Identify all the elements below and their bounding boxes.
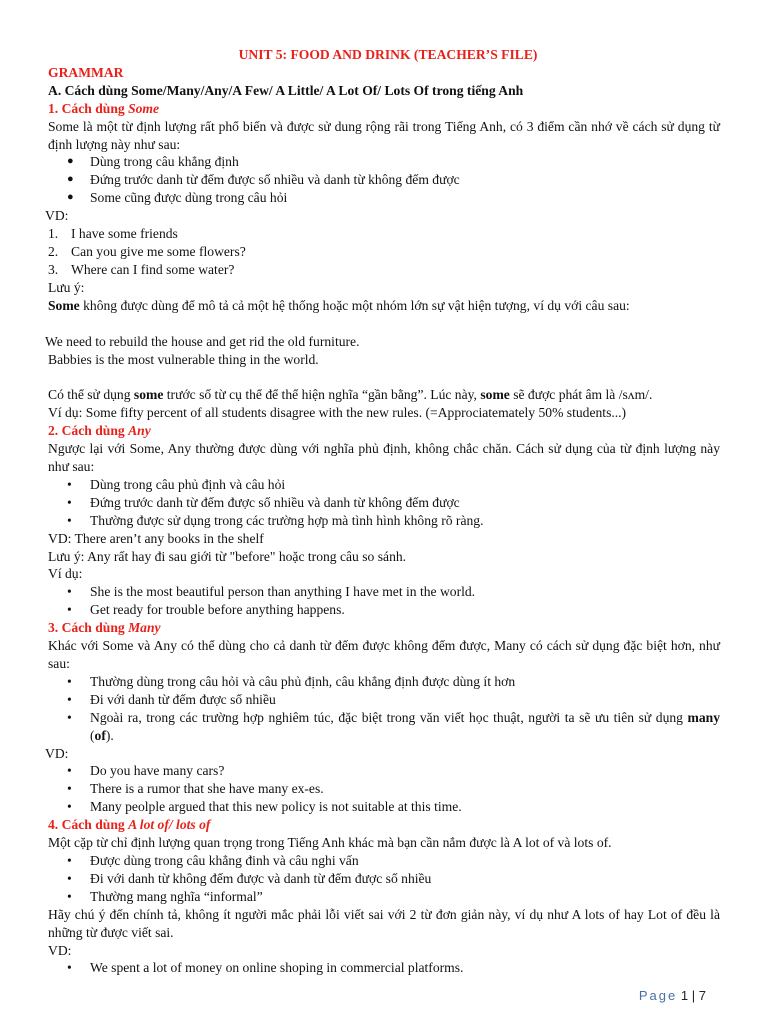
- list-item: • Đi với danh từ không đếm được và danh từ đếm được số nhiều: [48, 870, 720, 888]
- item-text: I have some friends: [71, 226, 178, 242]
- bold-word: of: [94, 727, 106, 743]
- alot-warning: Hãy chú ý đến chính tả, không ít người mắc phải lỗi viết sai với 2 từ đơn giản này, ví dụ như A lots of hay Lot of đều là những từ được viết sai.: [48, 906, 720, 940]
- list-item: • We spent a lot of money on online shoping in commercial platforms.: [48, 959, 720, 977]
- bold-word: many: [687, 709, 720, 725]
- page-label: Page: [638, 988, 678, 1003]
- list-item: • Many peolple argued that this new policy is not suitable at this time.: [48, 798, 720, 816]
- item-number: 1.: [48, 226, 59, 242]
- list-item: [48, 261, 720, 279]
- alot-heading: [48, 816, 720, 834]
- text-segment: trước số từ cụ thể để thể hiện nghĩa “gần bằng”. Lúc này,: [163, 387, 481, 403]
- some-rules-list: [48, 153, 720, 207]
- some-intro: Some là một từ định lượng rất phổ biến và được sử dung rộng rãi trong Tiếng Anh, có 3 điểm cần nhớ về cách sử dụng từ định lượng này như sau:: [48, 118, 720, 152]
- text-segment: (: [90, 727, 95, 743]
- page-total: 7: [698, 988, 706, 1003]
- page-current: 1: [680, 988, 689, 1003]
- page-footer: [639, 987, 706, 1005]
- list-item: • There is a rumor that she have many ex-es.: [48, 780, 720, 798]
- document-page: [45, 46, 720, 977]
- some-sentence-2: Babbies is the most vulnerable thing in the world.: [48, 351, 319, 367]
- text-segment: sẽ được phát âm là /sʌm/.: [509, 387, 653, 403]
- many-heading-word: Many: [128, 620, 161, 636]
- some-approx-example: Ví dụ: Some fifty percent of all students disagree with the new rules. (=Approciatemately 50% students...): [48, 405, 627, 421]
- list-item: [48, 225, 720, 243]
- bold-word: some: [133, 387, 164, 403]
- alot-heading-prefix: 4. Cách dùng: [48, 817, 129, 833]
- list-item: • Dùng trong câu phủ định và câu hỏi: [48, 476, 720, 494]
- text-segment: Ngoài ra, trong các trường hợp nghiêm túc, đặc biệt trong văn viết học thuật, người ta sẽ ưu tiên sử dụng: [90, 709, 688, 725]
- list-item: • Thường mang nghĩa “informal”: [48, 888, 720, 906]
- list-item: • Được dùng trong câu khẳng đinh và câu nghi vấn: [48, 852, 720, 870]
- any-vd-example: VD: There aren’t any books in the shelf: [48, 530, 264, 546]
- alot-rules-list: [48, 852, 720, 906]
- alot-heading-word: A lot of/ lots of: [128, 817, 211, 833]
- some-approx-rule: [48, 386, 720, 404]
- list-item: • Đi với danh từ đếm được số nhiều: [48, 691, 720, 709]
- list-item: • Thường dùng trong câu hỏi và câu phủ định, câu khẳng định được dùng ít hơn: [48, 673, 720, 691]
- any-heading-word: Any: [128, 423, 151, 439]
- text-segment: ).: [105, 727, 114, 743]
- list-item: ● Dùng trong câu khẳng định: [48, 153, 720, 171]
- note-text: không được dùng để mô tả cả một hệ thống hoặc một nhóm lớn sự vật hiện tượng, ví dụ với câu sau:: [79, 297, 630, 313]
- item-text: Can you give me some flowers?: [71, 243, 246, 259]
- list-item: • Đứng trước danh từ đếm được số nhiều và danh từ không đếm được: [48, 494, 720, 512]
- many-rules-list: [48, 673, 720, 745]
- many-heading-prefix: 3. Cách dùng: [48, 620, 129, 636]
- list-item: [48, 243, 720, 261]
- any-rules-list: [48, 476, 720, 530]
- many-intro: Khác với Some và Any có thể dùng cho cả danh từ đếm được không đếm được, Many có cách sử dụng đặc biệt hơn, như sau:: [48, 638, 720, 671]
- alot-vd-label: VD:: [48, 942, 72, 958]
- list-item: ● Some cũng được dùng trong câu hỏi: [48, 189, 720, 207]
- some-note: [48, 297, 720, 315]
- some-heading-prefix: 1. Cách dùng: [48, 100, 129, 116]
- document-title: UNIT 5: FOOD AND DRINK (TEACHER’S FILE): [238, 47, 538, 62]
- any-vidu-label: Ví dụ:: [48, 566, 83, 582]
- some-heading-word: Some: [128, 100, 160, 116]
- any-note: Lưu ý: Any rất hay đi sau giới từ "before" hoặc trong câu so sánh.: [48, 548, 407, 564]
- many-examples-list: [48, 762, 720, 816]
- some-note-label: Lưu ý:: [48, 279, 85, 295]
- some-examples-list: [48, 225, 720, 279]
- list-item: • Thường được sử dụng trong các trường hợp mà tình hình không rõ ràng.: [48, 512, 720, 530]
- many-heading: [48, 619, 720, 637]
- item-text: Where can I find some water?: [71, 261, 235, 277]
- any-intro: Ngược lại với Some, Any thường được dùng với nghĩa phủ định, không chắc chăn. Cách sử dụng của từ định lượng này như sau:: [48, 441, 720, 475]
- list-item: [48, 709, 720, 745]
- page-separator: |: [691, 988, 696, 1003]
- list-item: • Get ready for trouble before anything happens.: [48, 601, 720, 619]
- item-number: 2.: [48, 243, 59, 259]
- alot-examples-list: [48, 959, 720, 977]
- list-item: ● Đứng trước danh từ đếm được số nhiều và danh từ không đếm được: [48, 171, 720, 189]
- item-number: 3.: [48, 261, 59, 277]
- bold-word: some: [480, 387, 510, 403]
- some-vd-label: VD:: [45, 208, 69, 224]
- grammar-heading: GRAMMAR: [48, 64, 124, 80]
- list-item: • She is the most beautiful person than anything I have met in the world.: [48, 583, 720, 601]
- text-segment: Có thể sử dụng: [48, 387, 134, 403]
- any-heading-prefix: 2. Cách dùng: [48, 423, 129, 439]
- any-examples-list: [48, 583, 720, 619]
- some-heading: [48, 100, 720, 118]
- note-bold-word: Some: [48, 297, 80, 313]
- some-sentence-1: We need to rebuild the house and get rid the old furniture.: [45, 333, 360, 349]
- alot-intro: Một cặp từ chỉ định lượng quan trọng trong Tiếng Anh khác mà bạn cần nắm được là A lot of và lots of.: [48, 835, 612, 851]
- many-vd-label: VD:: [45, 745, 69, 761]
- any-heading: [48, 422, 720, 440]
- section-a-heading: A. Cách dùng Some/Many/Any/A Few/ A Little/ A Lot Of/ Lots Of trong tiếng Anh: [48, 82, 524, 98]
- list-item: • Do you have many cars?: [48, 762, 720, 780]
